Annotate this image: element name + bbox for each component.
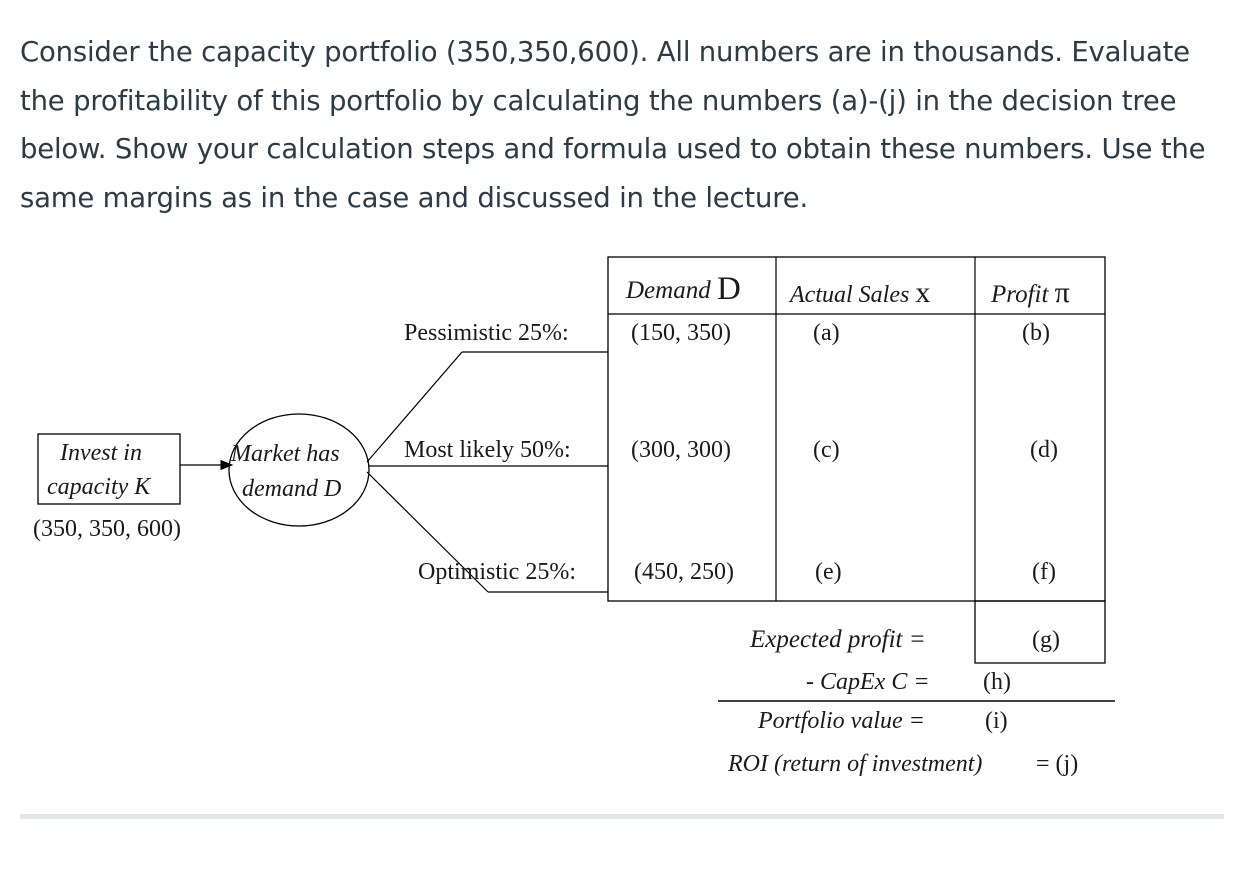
market-line1: Market has	[231, 441, 340, 467]
profit-d: (d)	[1030, 437, 1058, 463]
scenario-label-likely: Most likely 50%:	[404, 437, 571, 463]
capex-h: (h)	[983, 669, 1011, 695]
demand-pessimistic: (150, 350)	[631, 320, 731, 346]
scenario-label-optimistic: Optimistic 25%:	[418, 559, 576, 585]
capex-label: - CapEx C =	[806, 669, 930, 695]
invest-line2: capacity K	[47, 474, 151, 500]
profit-b: (b)	[1022, 320, 1050, 346]
market-line2: demand D	[242, 476, 342, 502]
portfolio-label: (350, 350, 600)	[33, 516, 181, 542]
section-divider	[20, 814, 1224, 819]
chance-node	[229, 414, 369, 526]
expected-profit-g: (g)	[1032, 627, 1060, 653]
demand-optimistic: (450, 250)	[634, 559, 734, 585]
scenario-label-pessimistic: Pessimistic 25%:	[404, 320, 569, 346]
portfolio-value-i: (i)	[985, 708, 1008, 734]
roi-j: = (j)	[1036, 751, 1079, 777]
sales-e: (e)	[815, 559, 842, 585]
profit-f: (f)	[1032, 559, 1056, 585]
roi-label: ROI (return of investment)	[728, 751, 983, 777]
sales-a: (a)	[813, 320, 840, 346]
header-profit: Profit π	[991, 276, 1070, 309]
sales-c: (c)	[813, 437, 840, 463]
header-sales: Actual Sales x	[790, 276, 931, 309]
invest-line1: Invest in	[60, 440, 142, 466]
question-text: Consider the capacity portfolio (350,350,600). All numbers are in thousands. Evaluate the profitability of this portfolio by calculating the numbers (a)-(j) in the decision tree below. Show your calculation steps and formula used to obtain these numbers. Use the same margins as in the case and discussed in the lecture.	[20, 36, 1206, 214]
expected-profit-label: Expected profit =	[750, 626, 926, 653]
header-demand: Demand D	[626, 271, 741, 307]
portfolio-value-label: Portfolio value =	[758, 708, 925, 734]
demand-likely: (300, 300)	[631, 437, 731, 463]
